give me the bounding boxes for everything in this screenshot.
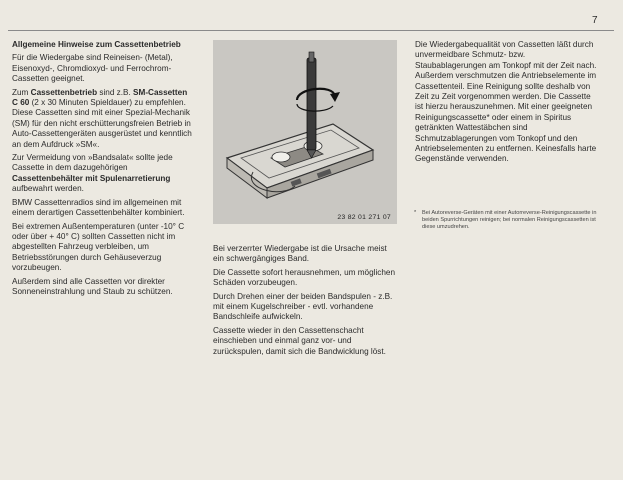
bold-text-cassettenbehaelter: Cassettenbehälter mit Spulenarretierung — [12, 173, 171, 183]
rotation-arrow-head — [330, 92, 340, 102]
paragraph-rewind-loop: Durch Drehen einer der beiden Bandspulen - z.B. mit einem Kugelschreiber - evtl. vorhandene Bandschleife aufwickeln. — [213, 291, 393, 322]
paragraph-sun-dust: Außerdem sind alle Cassetten vor direkter Sonneneinstrahlung und Staub zu schützen. — [12, 276, 173, 296]
pen-clip — [309, 52, 314, 62]
text-run: Zur Vermeidung von »Bandsalat« sollte jede Cassette in dem dazugehörigen — [12, 153, 173, 173]
section-heading: Allgemeine Hinweise zum Cassettenbetrieb — [12, 40, 181, 49]
text-run: sind z.B. — [97, 87, 134, 97]
bold-text-cassettenbetrieb: Cassettenbetrieb — [30, 87, 98, 97]
paragraph-sm-cassettes — [12, 88, 194, 150]
paragraph-cassette-types: Für die Wiedergabe sind Reineisen- (Metal), Eisenoxyd-, Chromdioxyd- und Ferrochrom-Cassetten geeignet. — [12, 53, 173, 84]
footnote-marker: * — [414, 210, 417, 216]
cassette-figure — [213, 40, 397, 224]
paragraph-distorted-playback: Bei verzerrter Wiedergabe ist die Ursache meist ein schwergängiges Band. — [213, 244, 387, 264]
page-number: 7 — [592, 15, 598, 26]
column-right — [415, 40, 597, 168]
figure-code: 23 82 01 271 07 — [337, 214, 391, 221]
footnote-text: Bei Autoreverse-Geräten mit einer Autorreverse-Reinigungscassette in beiden Spurrichtungen reinigen; bei normalen Reinigungscassetten ist diese umzudrehen. — [422, 210, 597, 230]
column-middle — [213, 244, 396, 360]
left-spool — [272, 152, 290, 162]
cassette-pen-illustration — [213, 40, 397, 224]
paragraph-reinsert: Cassette wieder in den Cassettenschacht einschieben und einmal ganz vor- und zurückspulen, damit sich die Bandwicklung löst. — [213, 325, 386, 356]
paragraph-bandsalat — [12, 153, 194, 195]
text-run: Zum — [12, 87, 31, 97]
top-rule — [8, 30, 614, 31]
paragraph-cleaning: Die Wiedergabequalität von Cassetten läßt durch unvermeidbare Schmutz- bzw. Staubablagerungen am Tonkopf mit der Zeit nach. Außerdem verschmutzen die Antriebselemente im Cassettenteil. Eine Reinigung sollte deshalb von Zeit zu Zeit vorgenommen werden. Die Cassette ist hierzu herauszunehmen. Mit einer geeigneten Reinigungscassette* oder einem in Spiritus getränkten Wattestäbchen sind Schmutzablagerungen vom Tonkopf und den Antriebselementen zu entfernen. Keinesfalls harte Gegenstände verwenden. — [415, 40, 597, 164]
bold-text-sm-cassetten: SM-Cassetten C 60 — [12, 87, 188, 108]
paragraph-bmw-radios: BMW Cassettenradios sind im allgemeinen mit einem derartigen Cassettenbehälter kombiniert. — [12, 197, 185, 218]
paragraph-remove-cassette: Die Cassette sofort herausnehmen, um möglichen Schäden vorzubeugen. — [213, 267, 396, 288]
paragraph-temperatures: Bei extremen Außentemperaturen (unter -10° C oder über + 40° C) sollten Cassetten nicht im abgestellten Fahrzeug verbleiben, um Betriebsstörungen durch Gehäuseverzug vorzubeugen. — [12, 221, 185, 273]
ballpoint-pen — [307, 58, 316, 150]
column-left — [12, 40, 194, 300]
text-run: (2 x 30 Minuten Spieldauer) zu empfehlen. Diese Cassetten sind mit einer Spezial-Mechanik (SM) für den nicht erschütterungsfreien Betrieb in Auto-Cassettengeräten ausgerüstet und kenntlich an dem Aufdruck »SM«. — [12, 98, 192, 149]
text-run: aufbewahrt werden. — [12, 184, 84, 194]
footnote — [414, 210, 597, 230]
